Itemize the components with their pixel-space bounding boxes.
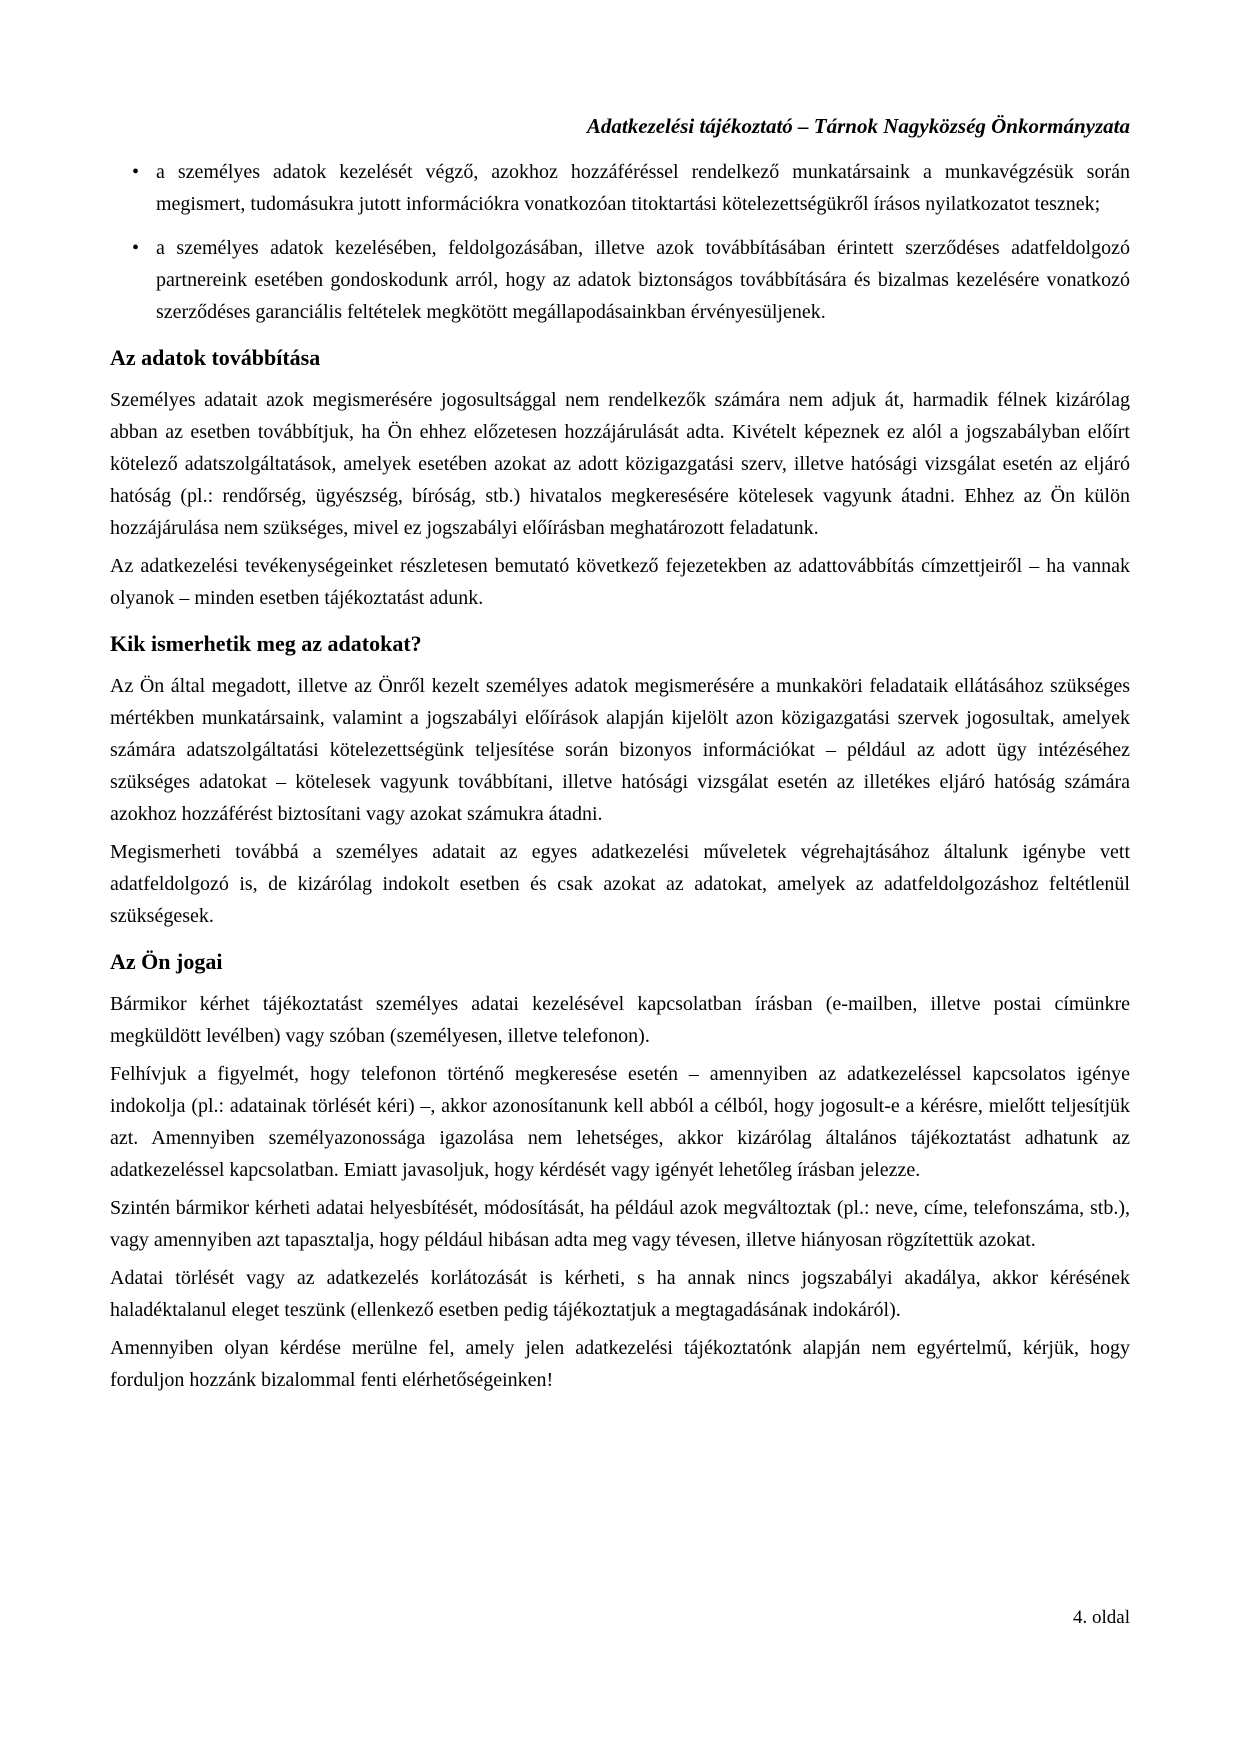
paragraph-your-rights-4: Adatai törlését vagy az adatkezelés korlátozását is kérheti, s ha annak nincs jogszabályi akadálya, akkor kérésének haladéktalanul eleget teszünk (ellenkező esetben pedig tájékoztatjuk a megtagadásának indokáról). xyxy=(110,1267,1130,1321)
page-number: 4. oldal xyxy=(1073,1607,1130,1628)
section-heading-your-rights: Az Ön jogai xyxy=(110,949,223,974)
bullet-item-confidentiality: • a személyes adatok kezelését végző, azokhoz hozzáféréssel rendelkező munkatársaink a munkavégzésük során megismert, tudomásukra jutott információkra vonatkozóan titoktartási kötelezettségükről írásos nyilatkozatot tesznek; xyxy=(110,156,1130,220)
bullet-list xyxy=(110,156,1130,328)
paragraph-who-can-access-1: Az Ön által megadott, illetve az Önről kezelt személyes adatok megismerésére a munkaköri feladataik ellátásához szükséges mértékben munkatársaink, valamint a jogszabályi előírások alapján kijelölt azon közigazgatási szervek jogosultak, amelyek számára adatszolgáltatási kötelezettségünk teljesítése során bizonyos információkat – például az adott ügy intézéséhez szükséges adatokat – kötelesek vagyunk továbbítani, illetve hatósági vizsgálat esetén az illetékes eljáró hatóság számára azokhoz hozzáférést biztosítani vagy azokat számukra átadni. xyxy=(110,675,1130,825)
section-heading-data-transfer: Az adatok továbbítása xyxy=(110,345,321,370)
paragraph-your-rights-2: Felhívjuk a figyelmét, hogy telefonon történő megkeresése esetén – amennyiben az adatkezeléssel kapcsolatos igénye indokolja (pl.: adatainak törlését kéri) –, akkor azonosítanunk kell abból a célból, hogy jogosult-e a kérésre, mielőtt teljesítjük azt. Amennyiben személyazonossága igazolása nem lehetséges, akkor kizárólag általános tájékoztatást adhatunk az adatkezeléssel kapcsolatban. Emiatt javasoljuk, hogy kérdését vagy igényét lehetőleg írásban jelezze. xyxy=(110,1063,1130,1181)
paragraph-who-can-access-2: Megismerheti továbbá a személyes adatait az egyes adatkezelési műveletek végrehajtásához általunk igénybe vett adatfeldolgozó is, de kizárólag indokolt esetben és csak azokat az adatokat, amelyek az adatfeldolgozáshoz feltétlenül szükségesek. xyxy=(110,841,1130,927)
document-header-title: Adatkezelési tájékoztató – Tárnok Nagyközség Önkormányzata xyxy=(586,114,1130,138)
paragraph-your-rights-5: Amennyiben olyan kérdése merülne fel, amely jelen adatkezelési tájékoztatónk alapján nem egyértelmű, kérjük, hogy forduljon hozzánk bizalommal fenti elérhetőségeinken! xyxy=(110,1337,1130,1391)
paragraph-your-rights-1: Bármikor kérhet tájékoztatást személyes adatai kezelésével kapcsolatban írásban (e-mailben, illetve postai címünkre megküldött levélben) vagy szóban (személyesen, illetve telefonon). xyxy=(110,993,1130,1047)
paragraph-data-transfer-1: Személyes adatait azok megismerésére jogosultsággal nem rendelkezők számára nem adjuk át, harmadik félnek kizárólag abban az esetben továbbítjuk, ha Ön ehhez előzetesen hozzájárulását adta. Kivételt képeznek ez alól a jogszabályban előírt kötelező adatszolgáltatások, amelyek esetében azokat az adott közigazgatási szerv, illetve hatósági vizsgálat esetén az eljáró hatóság (pl.: rendőrség, ügyészség, bíróság, stb.) hivatalos megkeresésére kötelesek vagyunk átadni. Ehhez az Ön külön hozzájárulása nem szükséges, mivel ez jogszabályi előírásban meghatározott feladatunk. xyxy=(110,389,1130,539)
section-heading-who-can-access: Kik ismerhetik meg az adatokat? xyxy=(110,631,422,656)
paragraph-your-rights-3: Szintén bármikor kérheti adatai helyesbítését, módosítását, ha például azok megváltoztak (pl.: neve, címe, telefonszáma, stb.), vagy amennyiben azt tapasztalja, hogy például hibásan adta meg vagy tévesen, illetve hiányosan rögzítettük azokat. xyxy=(110,1197,1130,1251)
bullet-item-processors: • a személyes adatok kezelésében, feldolgozásában, illetve azok továbbításában érintett szerződéses adatfeldolgozó partnereink esetében gondoskodunk arról, hogy az adatok biztonságos továbbítására és bizalmas kezelésére vonatkozó szerződéses garanciális feltételek megkötött megállapodásainkban érvényesüljenek. xyxy=(110,232,1130,328)
paragraph-data-transfer-2: Az adatkezelési tevékenységeinket részletesen bemutató következő fejezetekben az adattovábbítás címzettjeiről – ha vannak olyanok – minden esetben tájékoztatást adunk. xyxy=(110,555,1130,609)
